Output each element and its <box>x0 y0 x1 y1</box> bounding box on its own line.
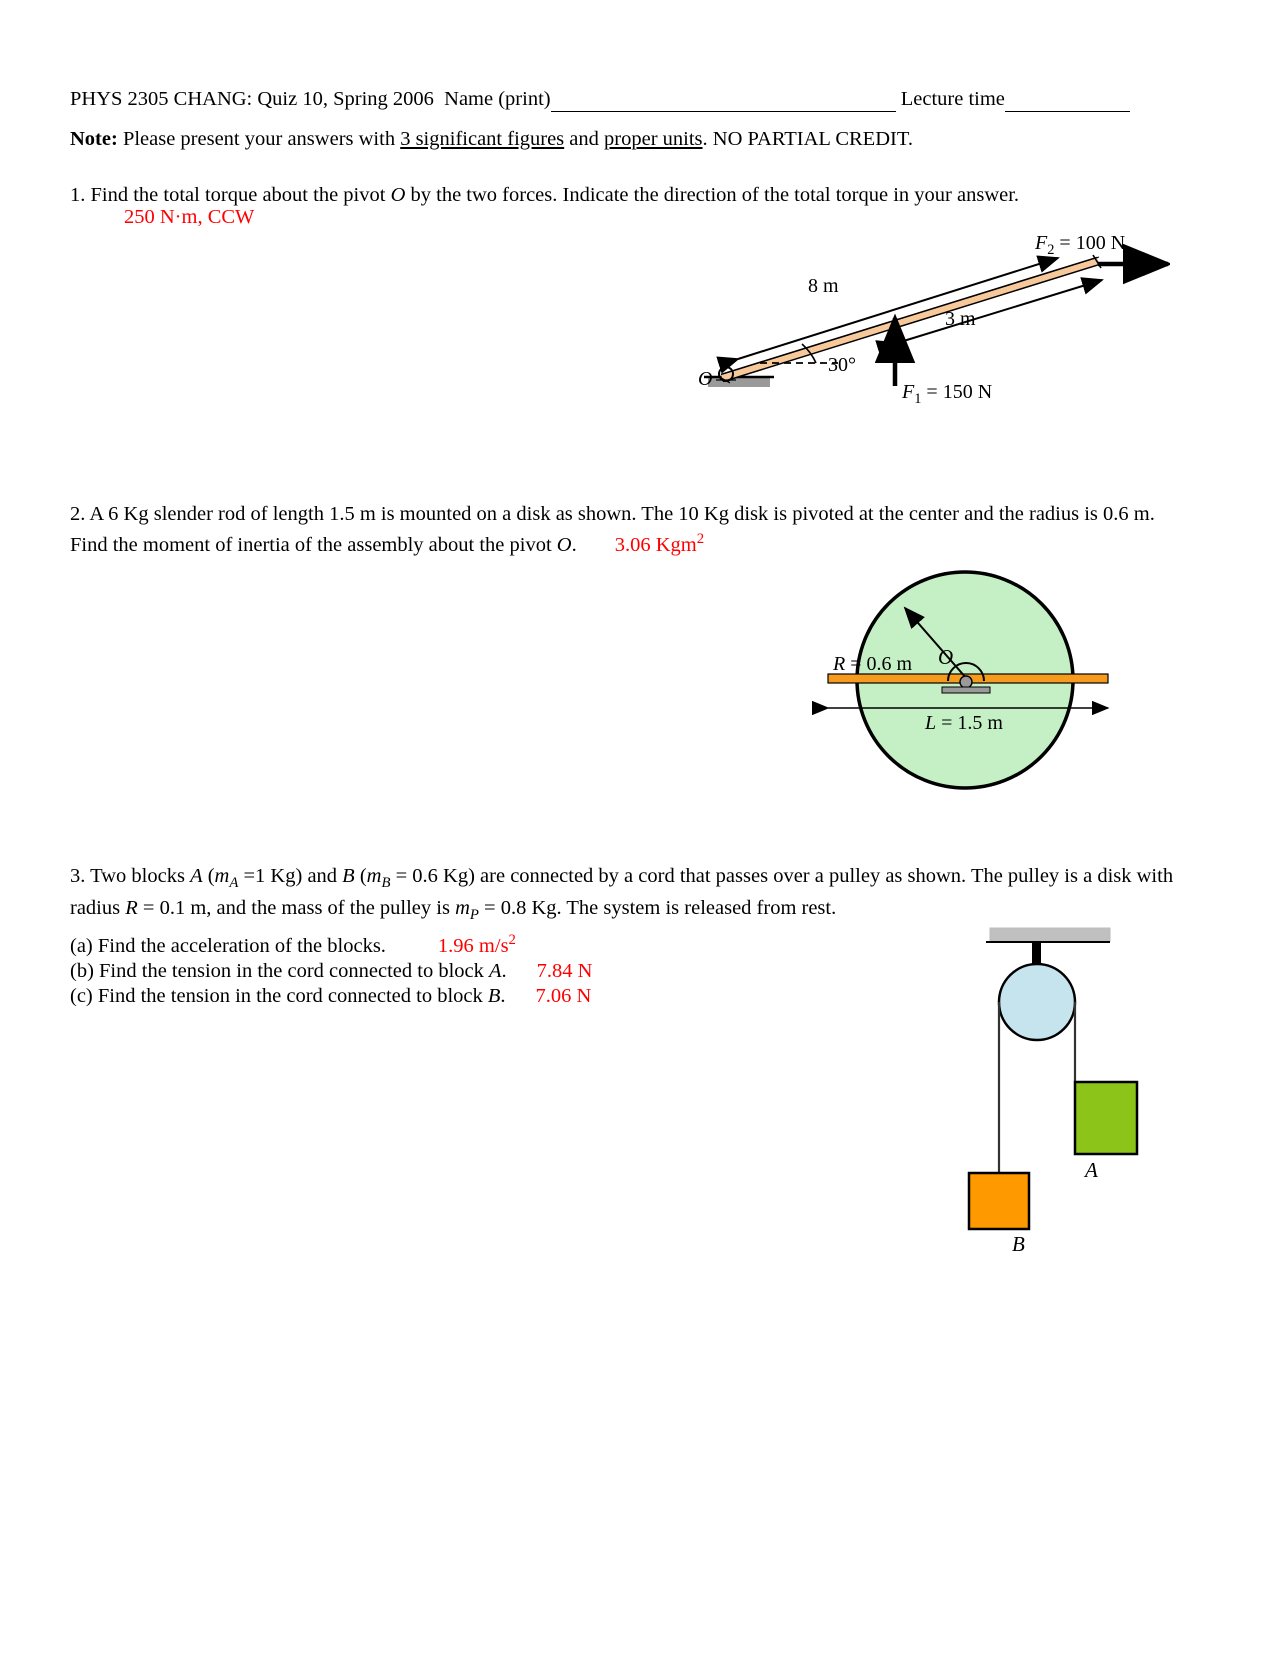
note-bold-label: Note: <box>70 128 118 150</box>
length-symbol: L <box>925 712 937 734</box>
q3-part-c-text: (c) Find the tension in the cord connected to block <box>70 985 488 1008</box>
label-block-a: A <box>1085 1158 1098 1182</box>
lecture-label: Lecture time <box>900 88 1005 110</box>
q3-part-c-block-symbol: B <box>487 985 501 1008</box>
q2-pivot-symbol: O <box>556 533 572 556</box>
page-header <box>70 86 1210 112</box>
label-force-f2 <box>1035 232 1125 259</box>
q3-mp-symbol: m <box>455 897 470 920</box>
q3-mb-symbol: m <box>366 865 382 887</box>
q2-line-1: 2. A 6 Kg slender rod of length 1.5 m is mounted on a disk as shown. The 10 Kg disk is pivoted at the center and the radius is 0.6 m. <box>70 503 1155 525</box>
label-8m: 8 m <box>808 275 839 297</box>
note-underline-units: proper units <box>604 128 703 150</box>
label-3m: 3 m <box>945 308 976 330</box>
pivot-point <box>960 676 972 688</box>
course-title: PHYS 2305 CHANG: Quiz 10, Spring 2006 <box>70 88 434 110</box>
q3-l1-t3: =1 Kg) and <box>238 865 343 887</box>
q3-part-b-block-symbol: A <box>489 960 502 983</box>
q3-ma-symbol: m <box>214 865 230 887</box>
q3-l2-t3: = 0.8 Kg. The system is released from rest. <box>478 897 837 920</box>
note-line <box>70 126 913 152</box>
q1-pivot-symbol: O <box>390 184 406 206</box>
label-radius <box>833 653 912 676</box>
q2-answer-superscript: 2 <box>696 531 705 547</box>
figure-1-inclined-rod <box>690 218 1170 418</box>
note-underline-sigfigs: 3 significant figures <box>400 128 565 150</box>
q3-l2-t2: = 0.1 m, and the mass of the pulley is <box>137 897 456 920</box>
f2-symbol: F <box>1035 232 1048 254</box>
name-label: Name (print) <box>444 88 551 110</box>
f1-subscript: 1 <box>914 391 922 407</box>
block-b-shape <box>969 1173 1029 1229</box>
note-text-2: and <box>564 128 605 150</box>
f2-value: = 100 N <box>1054 232 1126 254</box>
radius-symbol: R <box>833 653 846 675</box>
q3-mp-subscript: P <box>469 907 479 924</box>
q3-mb-subscript: B <box>381 875 391 892</box>
ceiling-bar <box>990 928 1110 941</box>
q3-part-a-text: (a) Find the acceleration of the blocks. <box>70 935 386 958</box>
q3-part-c-answer: 7.06 N <box>535 985 592 1008</box>
q2-answer-value: 3.06 Kgm <box>614 533 697 556</box>
question-1-text <box>70 182 1019 208</box>
note-text-1: Please present your answers with <box>117 128 401 150</box>
label-length <box>925 712 1003 735</box>
q3-block-a-symbol: A <box>190 865 203 887</box>
q2-line2-period: . <box>571 533 577 556</box>
pivot-base <box>708 378 770 387</box>
q3-l2-t1: radius <box>70 897 126 920</box>
q3-ma-subscript: A <box>229 875 239 892</box>
q3-radius-symbol: R <box>125 897 138 920</box>
block-a-shape <box>1075 1082 1137 1154</box>
rod-body <box>722 257 1099 378</box>
name-blank-line <box>551 97 896 112</box>
q3-l1-t5: = 0.6 Kg) are connected by a cord that passes over a pulley as shown. The pulley is a disk with <box>390 865 1174 887</box>
figure-2-disk-rod <box>800 548 1140 823</box>
pulley-disk <box>999 964 1075 1040</box>
q3-l1-t1: 3. Two blocks <box>70 865 191 887</box>
question-1-answer: 250 N·m, CCW <box>124 206 255 228</box>
q3-line-1 <box>70 864 1220 896</box>
q1-text-before: 1. Find the total torque about the pivot <box>70 184 391 206</box>
q1-text-after: by the two forces. Indicate the direction of the total torque in your answer. <box>405 184 1020 206</box>
pivot-support <box>942 687 990 693</box>
q3-part-b-answer: 7.84 N <box>536 960 593 983</box>
q3-l1-t2: ( <box>202 865 215 887</box>
q3-part-a-answer <box>437 932 516 958</box>
q3-part-b-text: (b) Find the tension in the cord connected to block <box>70 960 490 983</box>
label-force-f1 <box>902 381 992 408</box>
figure-3-pulley-blocks <box>960 910 1140 1265</box>
length-value: = 1.5 m <box>936 712 1003 734</box>
lecture-blank-line <box>1005 97 1130 112</box>
question-2-answer <box>614 531 705 556</box>
label-center-o: O <box>938 645 954 669</box>
q2-line2-text: Find the moment of inertia of the assembly about the pivot <box>70 533 557 556</box>
label-angle-30: 30° <box>828 354 856 376</box>
q3-part-b-period: . <box>501 960 507 983</box>
label-block-b: B <box>1012 1232 1025 1256</box>
q3-part-a-answer-superscript: 2 <box>508 932 516 949</box>
radius-value: = 0.6 m <box>845 653 913 675</box>
q3-part-c-period: . <box>500 985 506 1008</box>
q3-block-b-symbol: B <box>342 865 355 887</box>
f1-symbol: F <box>902 381 915 403</box>
q3-l1-t4: ( <box>354 865 367 887</box>
note-text-3: . NO PARTIAL CREDIT. <box>702 128 913 150</box>
f1-value: = 150 N <box>921 381 993 403</box>
f2-subscript: 2 <box>1047 242 1055 258</box>
q3-part-a-answer-value: 1.96 m/s <box>437 935 509 958</box>
label-pivot-o: O <box>698 368 713 390</box>
